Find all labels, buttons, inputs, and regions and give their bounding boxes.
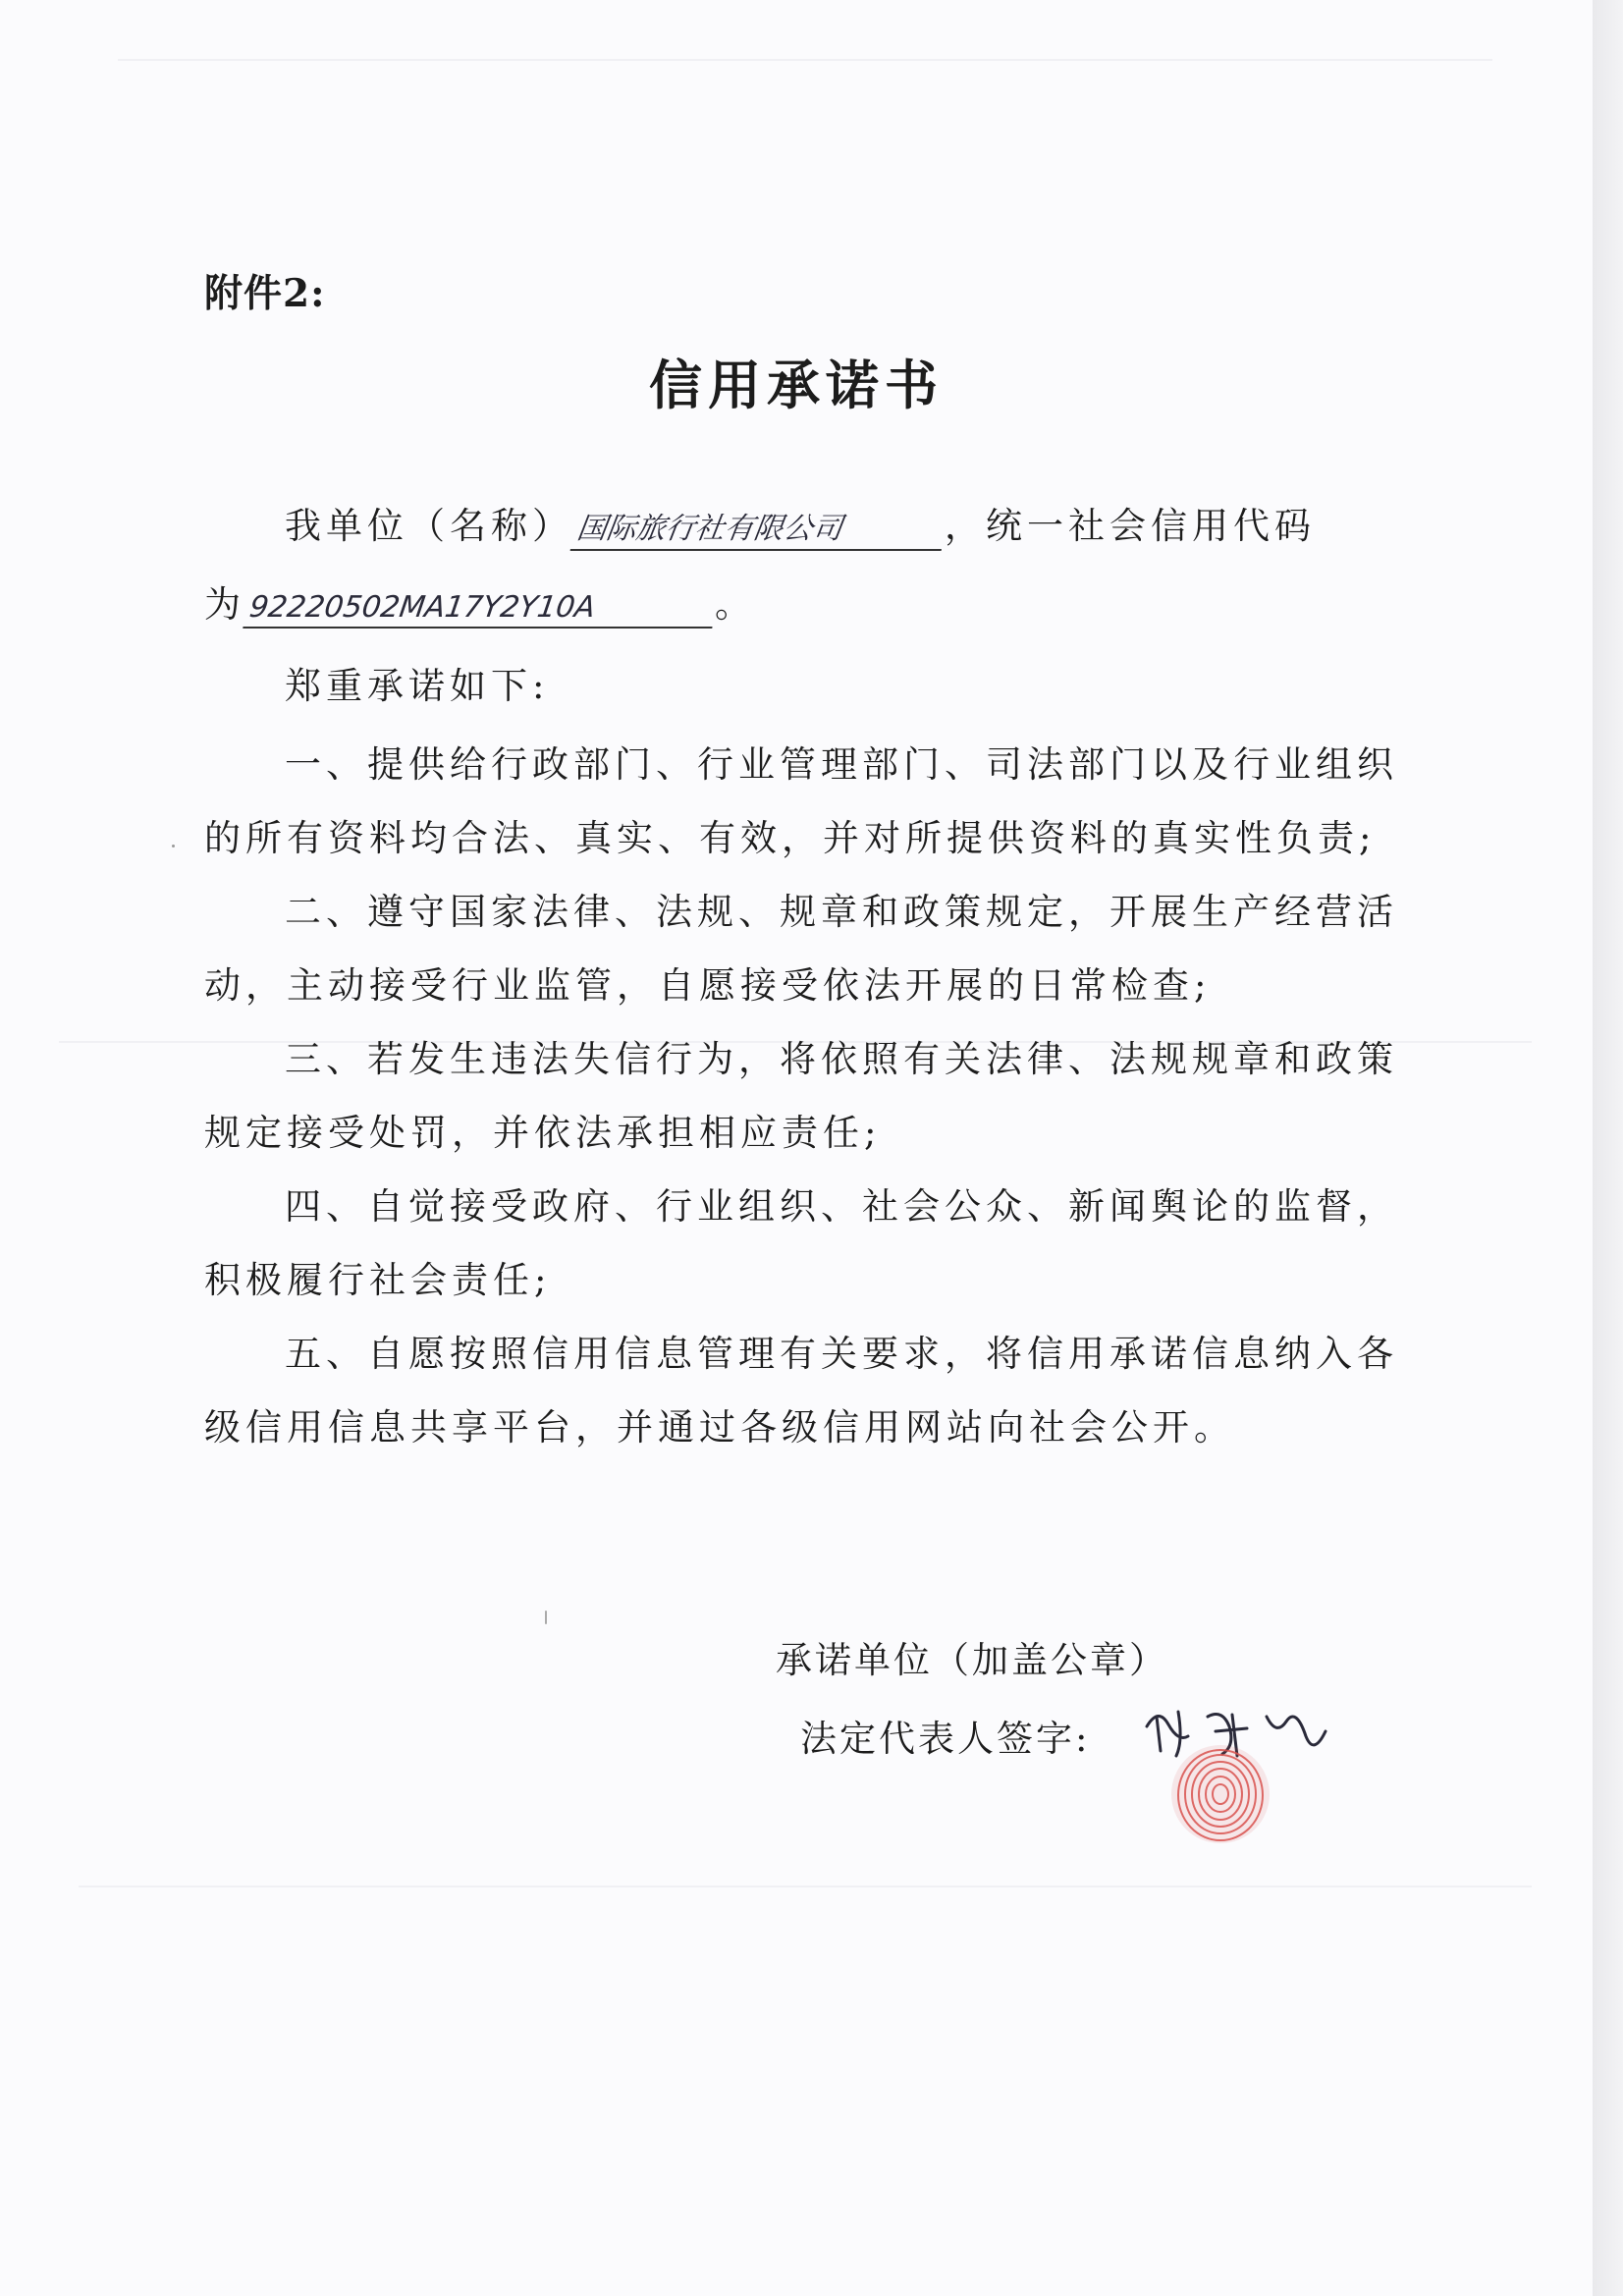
- intro-prefix-2: 为: [204, 583, 245, 626]
- pledge-item-4-line-2: 积极履行社会责任;: [204, 1259, 552, 1301]
- pledge-item-1-line-2: 的所有资料均合法、真实、有效，并对所提供资料的真实性负责;: [204, 817, 1377, 859]
- pledge-item-4-line-1: 四、自觉接受政府、行业组织、社会公众、新闻舆论的监督，: [285, 1185, 1398, 1228]
- pledge-item-1-line-1: 一、提供给行政部门、行业管理部门、司法部门以及行业组织: [285, 743, 1398, 786]
- pledge-item-5-line-2: 级信用信息共享平台，并通过各级信用网站向社会公开。: [204, 1406, 1235, 1449]
- attachment-label: 附件2:: [204, 271, 326, 316]
- scan-artifact-line: [79, 1886, 1532, 1887]
- document-title: 信用承诺书: [649, 354, 944, 416]
- pledge-item-5-line-1: 五、自愿按照信用信息管理有关要求，将信用承诺信息纳入各: [285, 1333, 1398, 1375]
- fingerprint-stamp: [1166, 1740, 1274, 1848]
- pledge-item-2-line-1: 二、遵守国家法律、法规、规章和政策规定，开展生产经营活: [285, 891, 1398, 933]
- intro-suffix-2: 。: [715, 583, 756, 626]
- pledge-item-3-line-2: 规定接受处罚，并依法承担相应责任;: [204, 1112, 882, 1154]
- scan-edge: [1593, 0, 1623, 2296]
- representative-signature-label: 法定代表人签字:: [800, 1718, 1091, 1760]
- intro-line-2: [204, 574, 756, 629]
- pledge-item-3-line-1: 三、若发生违法失信行为，将依照有关法律、法规规章和政策: [285, 1038, 1398, 1080]
- scan-speck: [172, 845, 175, 847]
- intro-suffix: ，统一社会信用代码: [945, 505, 1316, 547]
- intro-line-1: [285, 496, 1316, 551]
- scan-speck: [545, 1611, 547, 1624]
- handwritten-credit-code: 92220502MA17Y2Y10A: [243, 590, 717, 629]
- pledge-item-2-line-2: 动，主动接受行业监管，自愿接受依法开展的日常检查;: [204, 964, 1212, 1007]
- pledge-intro: 郑重承诺如下:: [285, 665, 550, 707]
- handwritten-unit-name: 国际旅行社有限公司: [570, 504, 948, 551]
- signer-unit-label: 承诺单位（加盖公章）: [776, 1639, 1168, 1681]
- intro-prefix: 我单位（名称）: [285, 505, 573, 547]
- scan-artifact-line: [118, 59, 1492, 61]
